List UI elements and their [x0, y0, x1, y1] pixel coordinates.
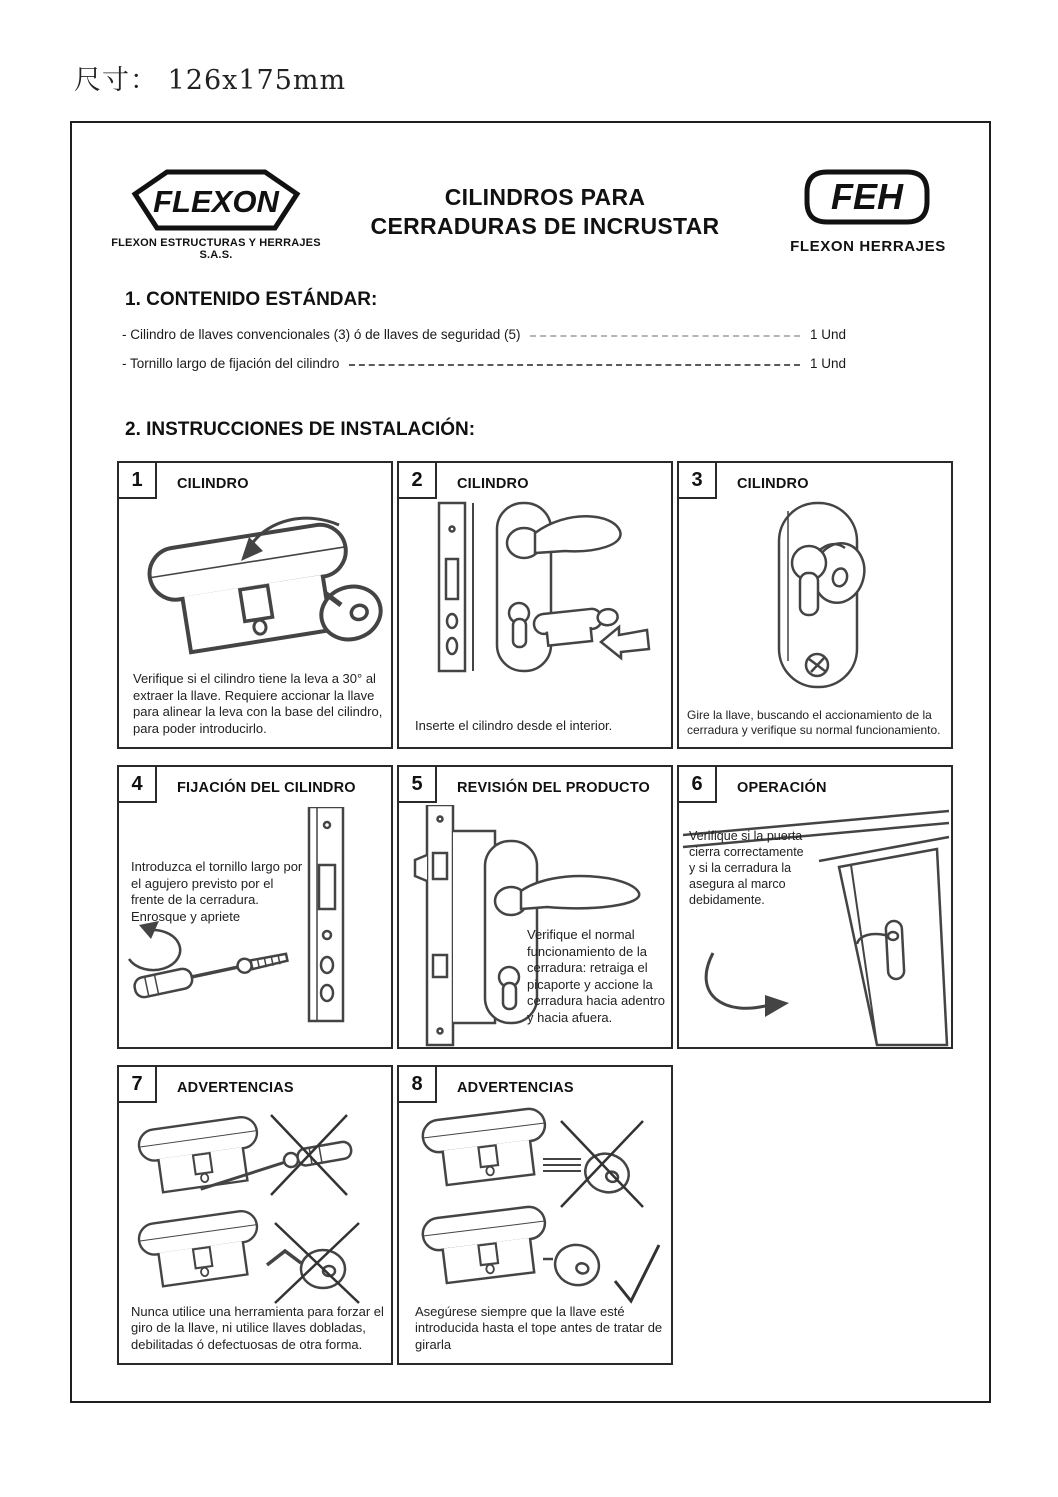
content-item-qty: 1 Und: [809, 356, 846, 371]
content-item: [122, 327, 846, 342]
step-caption: Introduzca el tornillo largo por el agujero previsto por el frente de la cerradura. Enrosque y apriete: [131, 859, 303, 924]
content-item-qty: 1 Und: [809, 327, 846, 342]
step-title: CILINDRO: [737, 476, 809, 492]
step-caption: Verifique el normal funcionamiento de la cerradura: retraiga el picaporte y accione la cerradura hacia adentro y hacia afuera.: [527, 927, 666, 1025]
arrow-icon: [765, 995, 789, 1017]
flexon-logo-subtitle: FLEXON ESTRUCTURAS Y HERRAJES S.A.S.: [111, 237, 321, 261]
step-box-5: [397, 765, 673, 1049]
step-number-badge: 4: [117, 765, 157, 803]
step-caption: Verifique si el cilindro tiene la leva a 30° al extraer la llave. Requiere accionar la llave para alinear la leva con la base del cilindro, para poder introducirlo.: [133, 671, 383, 736]
step-number-badge: 1: [117, 461, 157, 499]
step-caption: Asegúrese siempre que la llave esté introducida hasta el tope antes de tratar de girarla: [415, 1303, 663, 1352]
step-number-badge: 2: [397, 461, 437, 499]
step-number-badge: 6: [677, 765, 717, 803]
step-number-badge: 3: [677, 461, 717, 499]
section2-heading: 2. INSTRUCCIONES DE INSTALACIÓN:: [125, 419, 476, 440]
svg-text:FEH: FEH: [831, 176, 903, 217]
step-caption: Nunca utilice una herramienta para forzar el giro de la llave, ni utilice llaves dobladas, debilitadas ó defectuosas de otra forma.: [131, 1303, 384, 1352]
content-item-label: - Cilindro de llaves convencionales (3) ó de llaves de seguridad (5): [122, 327, 521, 342]
step-number-badge: 8: [397, 1065, 437, 1103]
section1-heading: 1. CONTENIDO ESTÁNDAR:: [125, 289, 378, 310]
step-number-badge: 7: [117, 1065, 157, 1103]
page-title-line1: CILINDROS PARA: [444, 184, 646, 210]
step-title: ADVERTENCIAS: [457, 1080, 574, 1096]
checkmark-icon: [615, 1245, 659, 1301]
key-in-escutcheon-illustration: [687, 501, 943, 689]
step-box-4: [117, 765, 393, 1049]
insert-cylinder-illustration: [417, 501, 653, 673]
step-box-1: [117, 461, 393, 749]
step-title: OPERACIÓN: [737, 780, 827, 796]
step-caption: Inserte el cilindro desde el interior.: [415, 717, 613, 733]
warning-key-insertion-illustration: [409, 1107, 665, 1309]
warning-no-tools-illustration: [129, 1109, 385, 1307]
step-box-7: [117, 1065, 393, 1365]
step-caption: Verifique si la puerta cierra correctamente y si la cerradura la asegura al marco debidamente.: [689, 829, 804, 907]
step-box-3: [677, 461, 953, 749]
dashed-leader: [349, 364, 800, 366]
step-title: REVISIÓN DEL PRODUCTO: [457, 780, 650, 796]
feh-logo: [803, 166, 931, 228]
step-caption: Gire la llave, buscando el accionamiento de la cerradura y verifique su normal funcionamiento.: [687, 707, 941, 737]
cross-out-icon: [275, 1223, 359, 1303]
page-size-label: 尺寸： 126x175mm: [74, 65, 347, 96]
dashed-leader: [530, 335, 800, 337]
content-item-label: - Tornillo largo de fijación del cilindro: [122, 356, 340, 371]
step-title: CILINDRO: [457, 476, 529, 492]
cylinder-with-key-illustration: [129, 509, 385, 667]
screwdriver-fixing-screw-illustration: [119, 807, 395, 1047]
feh-logo-subtitle: FLEXON HERRAJES: [790, 238, 946, 255]
step-box-8: [397, 1065, 673, 1365]
step-number-badge: 5: [397, 765, 437, 803]
page-title-line2: CERRADURAS DE INCRUSTAR: [370, 213, 720, 239]
svg-text:FLEXON: FLEXON: [153, 184, 279, 219]
step-title: FIJACIÓN DEL CILINDRO: [177, 780, 356, 796]
page-title: [330, 183, 760, 241]
flexon-logo: [125, 168, 307, 232]
arrow-icon: [601, 627, 649, 658]
step-title: ADVERTENCIAS: [177, 1080, 294, 1096]
content-item: [122, 356, 846, 371]
step-box-6: [677, 765, 953, 1049]
step-box-2: [397, 461, 673, 749]
step-title: CILINDRO: [177, 476, 249, 492]
